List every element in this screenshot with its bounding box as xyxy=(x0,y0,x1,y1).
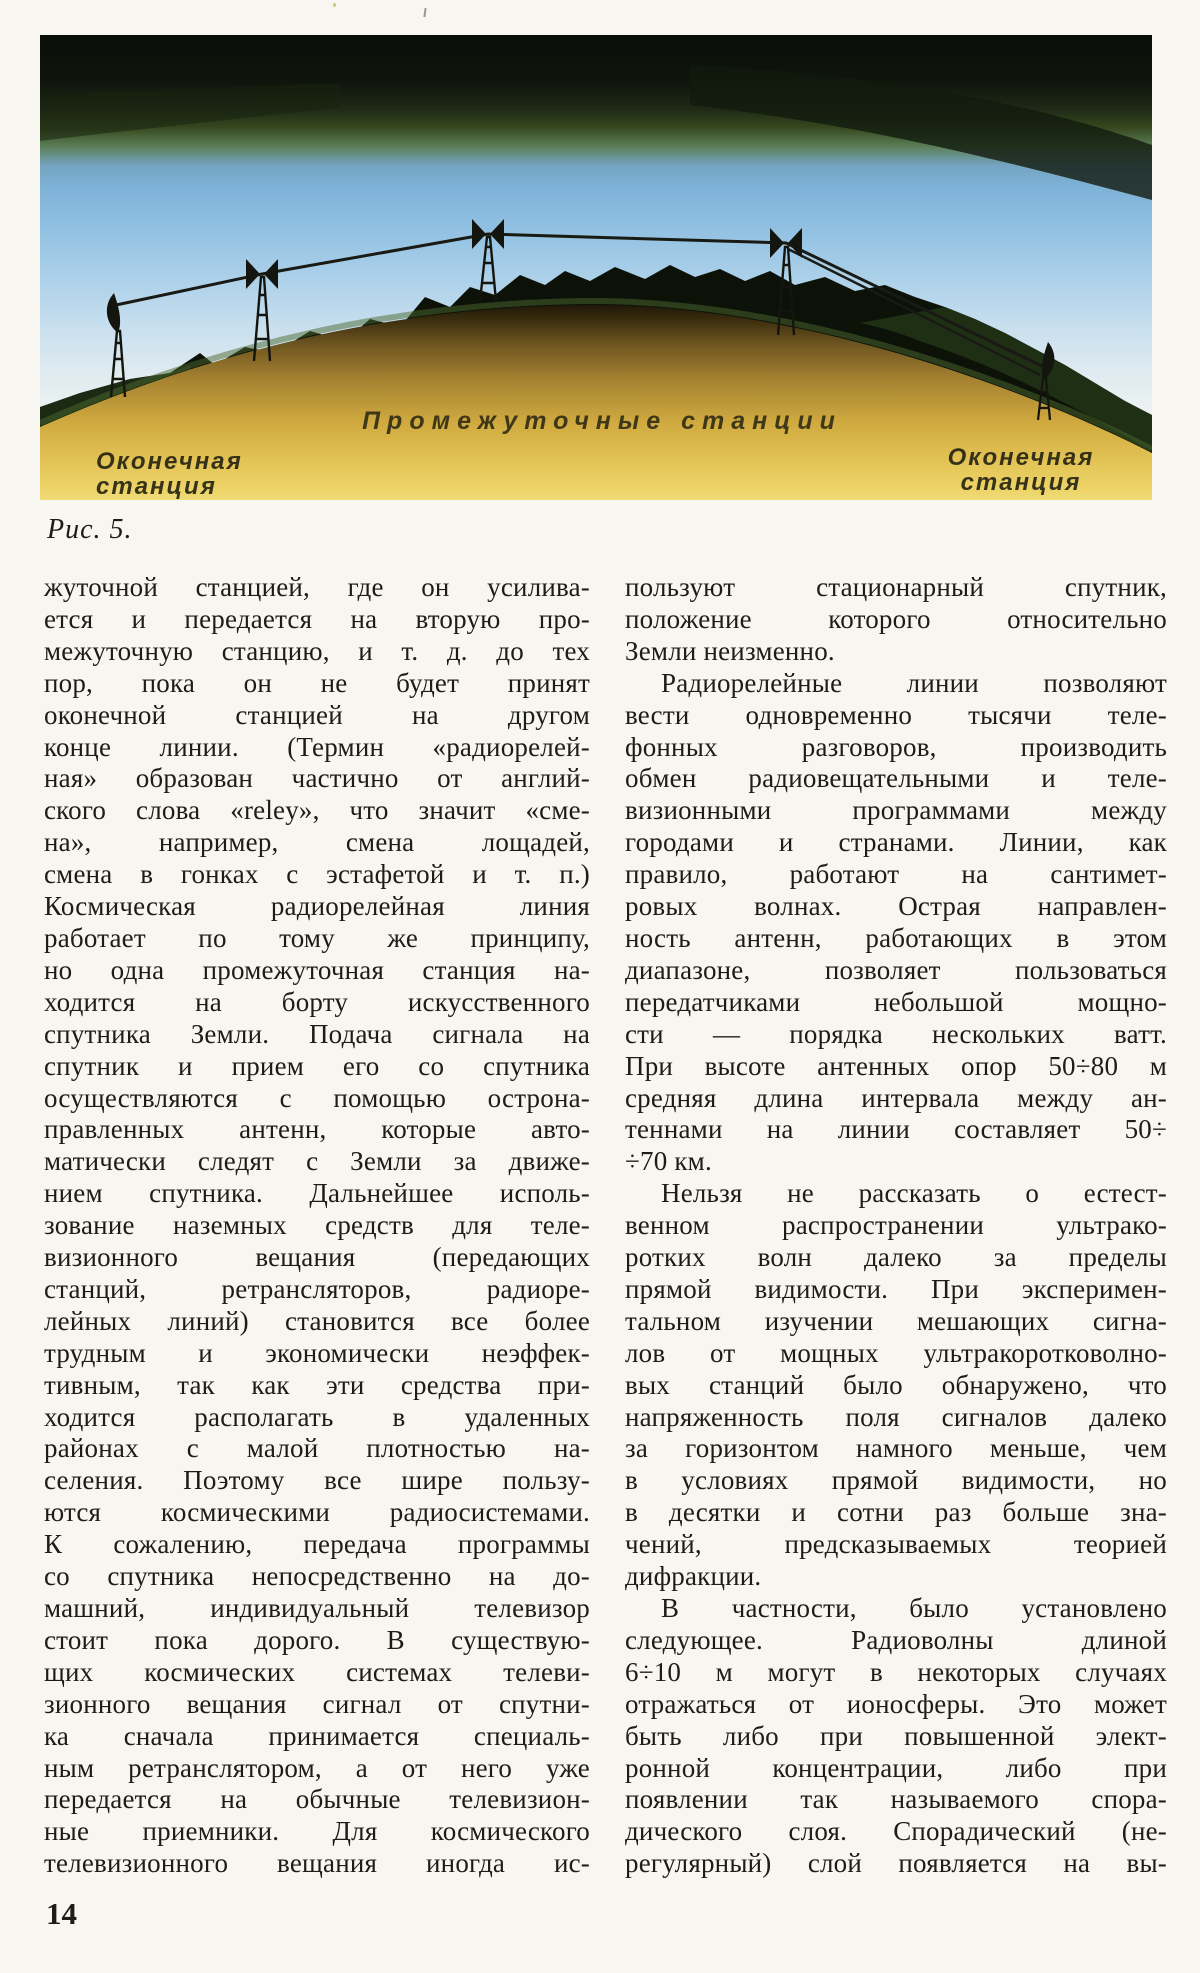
text-line: вых станций было обнаружено, что xyxy=(625,1369,1167,1400)
text-line: за горизонтом намного меньше, чем xyxy=(625,1433,1167,1464)
text-line: правленных антенн, которые авто- xyxy=(44,1114,590,1145)
text-line: дифракции. xyxy=(625,1561,762,1592)
text-line: 6÷10 м могут в некоторых случаях xyxy=(625,1656,1167,1687)
figure-radio-relay-illustration xyxy=(40,35,1152,500)
text-line: оконечной станцией на другом xyxy=(44,699,590,730)
text-line: обмен радиовещательными и теле- xyxy=(625,763,1167,794)
text-line: диапазоне, позволяет пользоваться xyxy=(625,954,1167,985)
text-line: визионными программами между xyxy=(625,795,1167,826)
text-line: на», например, смена лощадей, xyxy=(44,827,590,858)
text-line: жуточной станцией, где он усилива- xyxy=(44,572,590,602)
text-line: трудным и экономически неэффек- xyxy=(44,1337,590,1368)
figure-caption: Рис. 5. xyxy=(47,514,133,545)
text-line: пор, пока он не будет принят xyxy=(44,667,590,698)
text-line: фонных разговоров, производить xyxy=(625,731,1167,762)
text-line: тивным, так как эти средства при- xyxy=(44,1369,590,1400)
text-line: ходится располагать в удаленных xyxy=(44,1401,590,1432)
label-line: Оконечная xyxy=(96,448,243,475)
text-line: Радиорелейные линии позволяют xyxy=(661,667,1167,698)
text-line: нием спутника. Дальнейшее исполь- xyxy=(44,1178,590,1209)
text-line: ского слова «reley», что значит «сме- xyxy=(44,795,590,826)
label-line: станция xyxy=(96,473,217,500)
text-line: селения. Поэтому все шире пользу- xyxy=(44,1465,590,1496)
text-line: ная» образован частично от англий- xyxy=(44,763,590,794)
page-number: 14 xyxy=(46,1896,77,1931)
text-line: дического слоя. Спорадический (не- xyxy=(625,1816,1167,1847)
text-line: ровых волнах. Острая направлен- xyxy=(625,891,1167,922)
text-line: осуществляются с помощью острона- xyxy=(44,1082,590,1113)
text-line: В частности, было установлено xyxy=(661,1593,1167,1623)
text-line: телевизионного вещания иногда ис- xyxy=(44,1848,590,1879)
text-line: теннами на линии составляет 50÷ xyxy=(625,1114,1167,1145)
text-line: регулярный) слой появляется на вы- xyxy=(625,1848,1167,1879)
label-line: Оконечная xyxy=(947,444,1095,471)
text-line: в условиях прямой видимости, но xyxy=(625,1465,1167,1496)
text-line: ронной концентрации, либо при xyxy=(625,1752,1167,1783)
text-line: ходится на борту искусственного xyxy=(44,986,590,1017)
text-line: следующее. Радиоволны длиной xyxy=(625,1624,1167,1655)
text-line: работает по тому же принципу, xyxy=(44,922,590,953)
text-line: матически следят с Земли за движе- xyxy=(44,1146,590,1177)
text-line: межуточную станцию, и т. д. до тех xyxy=(44,635,590,666)
text-line: щих космических системах телеви- xyxy=(44,1656,590,1687)
text-line: со спутника непосредственно на до- xyxy=(44,1561,590,1592)
scan-speck xyxy=(333,3,336,7)
text-column-left xyxy=(44,572,590,1880)
text-line: отражаться от ионосферы. Это может xyxy=(625,1688,1167,1719)
text-line: лов от мощных ультракоротковолно- xyxy=(625,1337,1167,1368)
text-line: правило, работают на сантимет- xyxy=(625,859,1167,890)
text-line: напряженность поля сигналов далеко xyxy=(625,1401,1167,1432)
text-line: сти — порядка нескольких ватт. xyxy=(625,1018,1167,1049)
text-line: ротких волн далеко за пределы xyxy=(625,1242,1167,1273)
label-line: станция xyxy=(960,469,1082,496)
text-line: ется и передается на вторую про- xyxy=(44,603,590,634)
text-line: Нельзя не рассказать о естест- xyxy=(661,1178,1167,1209)
text-line: вести одновременно тысячи теле- xyxy=(625,699,1167,730)
text-line: тальном изучении мешающих сигна- xyxy=(625,1305,1167,1336)
text-line: ÷70 км. xyxy=(625,1146,712,1177)
text-column-right xyxy=(625,572,1167,1880)
text-line: появлении так называемого спора- xyxy=(625,1784,1167,1815)
text-line: пользуют стационарный спутник, xyxy=(625,572,1167,602)
text-line: смена в гонках с эстафетой и т. п.) xyxy=(44,859,590,890)
scan-speck xyxy=(423,8,426,17)
text-line: ность антенн, работающих в этом xyxy=(625,922,1167,953)
text-line: передается на обычные телевизион- xyxy=(44,1784,590,1815)
text-line: средняя длина интервала между ан- xyxy=(625,1082,1167,1113)
text-line: районах с малой плотностью на- xyxy=(44,1433,590,1464)
text-line: машний, индивидуальный телевизор xyxy=(44,1593,590,1623)
text-line: но одна промежуточная станция на- xyxy=(44,954,590,985)
text-line: городами и странами. Линии, как xyxy=(625,827,1167,858)
text-line: положение которого относительно xyxy=(625,603,1167,634)
text-line: станций, ретрансляторов, радиоре- xyxy=(44,1273,590,1304)
text-line: К сожалению, передача программы xyxy=(44,1529,590,1560)
text-line: ные приемники. Для космического xyxy=(44,1816,590,1847)
text-line: в десятки и сотни раз больше зна- xyxy=(625,1497,1167,1528)
text-line: ка сначала принимается специаль- xyxy=(44,1720,590,1751)
text-line: Земли неизменно. xyxy=(625,635,835,666)
text-line: венном распространении ультрако- xyxy=(625,1210,1167,1241)
text-line: спутника Земли. Подача сигнала на xyxy=(44,1018,590,1049)
label-terminal-station-left xyxy=(96,449,243,499)
text-line: зование наземных средств для теле- xyxy=(44,1210,590,1241)
label-terminal-station-right xyxy=(936,445,1106,495)
text-line: прямой видимости. При эксперимен- xyxy=(625,1273,1167,1304)
text-line: зионного вещания сигнал от спутни- xyxy=(44,1688,590,1719)
text-line: быть либо при повышенной элект- xyxy=(625,1720,1167,1751)
text-line: визионного вещания (передающих xyxy=(44,1242,590,1273)
text-line: При высоте антенных опор 50÷80 м xyxy=(625,1050,1167,1081)
text-line: лейных линий) становится все более xyxy=(44,1305,590,1336)
text-line: стоит пока дорого. В существую- xyxy=(44,1624,590,1655)
text-line: спутник и прием его со спутника xyxy=(44,1050,590,1081)
text-line: передатчиками небольшой мощно- xyxy=(625,986,1167,1017)
label-intermediate-stations: Промежуточные станции xyxy=(362,407,842,435)
text-line: ются космическими радиосистемами. xyxy=(44,1497,590,1528)
text-line: чений, предсказываемых теорией xyxy=(625,1529,1167,1560)
text-line: конце линии. (Термин «радиорелей- xyxy=(44,731,590,762)
text-line: Космическая радиорелейная линия xyxy=(44,891,590,922)
text-line: ным ретранслятором, а от него уже xyxy=(44,1752,590,1783)
